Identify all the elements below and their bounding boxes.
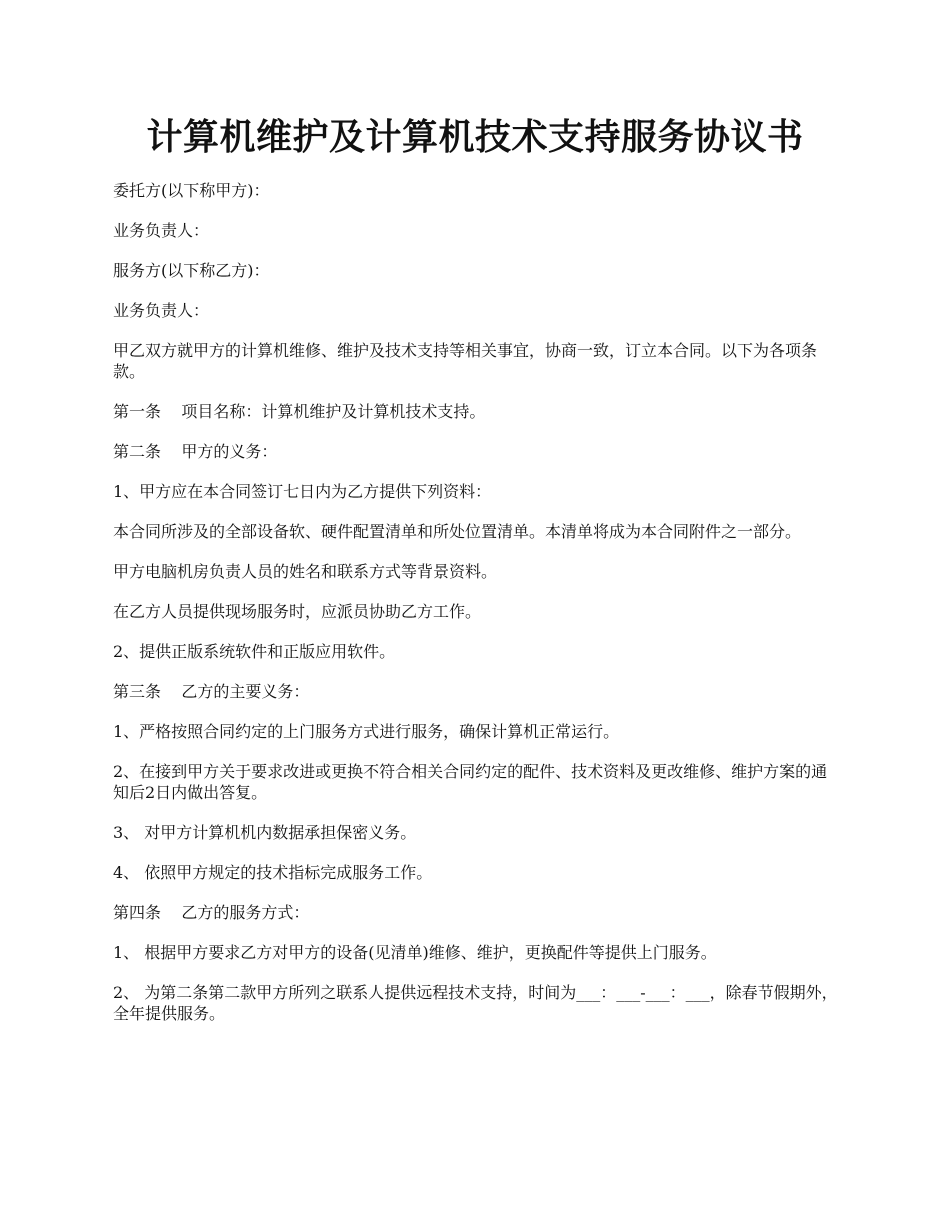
article-2-item-1: 1、甲方应在本合同签订七日内为乙方提供下列资料：: [113, 482, 492, 501]
article-2-item-1-detail-1: 本合同所涉及的全部设备软、硬件配置清单和所处位置清单。本清单将成为本合同附件之一部分。: [113, 522, 802, 541]
document-body: [113, 180, 843, 1043]
paragraph-preamble: 甲乙双方就甲方的计算机维修、维护及技术支持等相关事宜，协商一致，订立本合同。以下为各项条款。: [113, 341, 818, 381]
paragraph-party-b: 服务方(以下称乙方)：: [113, 261, 270, 280]
article-2-item-1-detail-3: 在乙方人员提供现场服务时，应派员协助乙方工作。: [113, 602, 482, 621]
article-1-heading: 第一条 项目名称：计算机维护及计算机技术支持。: [113, 402, 486, 421]
paragraph-party-a: 委托方(以下称甲方)：: [113, 181, 270, 200]
paragraph-party-b-manager: 业务负责人：: [113, 301, 210, 320]
article-3-heading: 第三条 乙方的主要义务：: [113, 682, 310, 701]
document-title: 计算机维护及计算机技术支持服务协议书: [146, 116, 804, 158]
article-3-item-4: 4、 依照甲方规定的技术指标完成服务工作。: [113, 863, 433, 882]
article-4-item-1: 1、 根据甲方要求乙方对甲方的设备(见清单)维修、维护，更换配件等提供上门服务。: [113, 943, 717, 962]
article-4-item-2: 2、 为第二条第二款甲方所列之联系人提供远程技术支持，时间为___：___-___：___，除春节假期外，全年提供服务。: [113, 983, 838, 1023]
article-2-item-1-detail-2: 甲方电脑机房负责人员的姓名和联系方式等背景资料。: [113, 562, 498, 581]
article-3-item-1: 1、严格按照合同约定的上门服务方式进行服务，确保计算机正常运行。: [113, 722, 620, 741]
article-2-item-2: 2、提供正版系统软件和正版应用软件。: [113, 642, 396, 661]
article-2-heading: 第二条 甲方的义务：: [113, 442, 278, 461]
article-3-item-3: 3、 对甲方计算机机内数据承担保密义务。: [113, 823, 417, 842]
article-4-heading: 第四条 乙方的服务方式：: [113, 903, 310, 922]
article-3-item-2: 2、在接到甲方关于要求改进或更换不符合相关合同约定的配件、技术资料及更改维修、维护方案的通知后2日内做出答复。: [113, 762, 828, 802]
paragraph-party-a-manager: 业务负责人：: [113, 221, 210, 240]
